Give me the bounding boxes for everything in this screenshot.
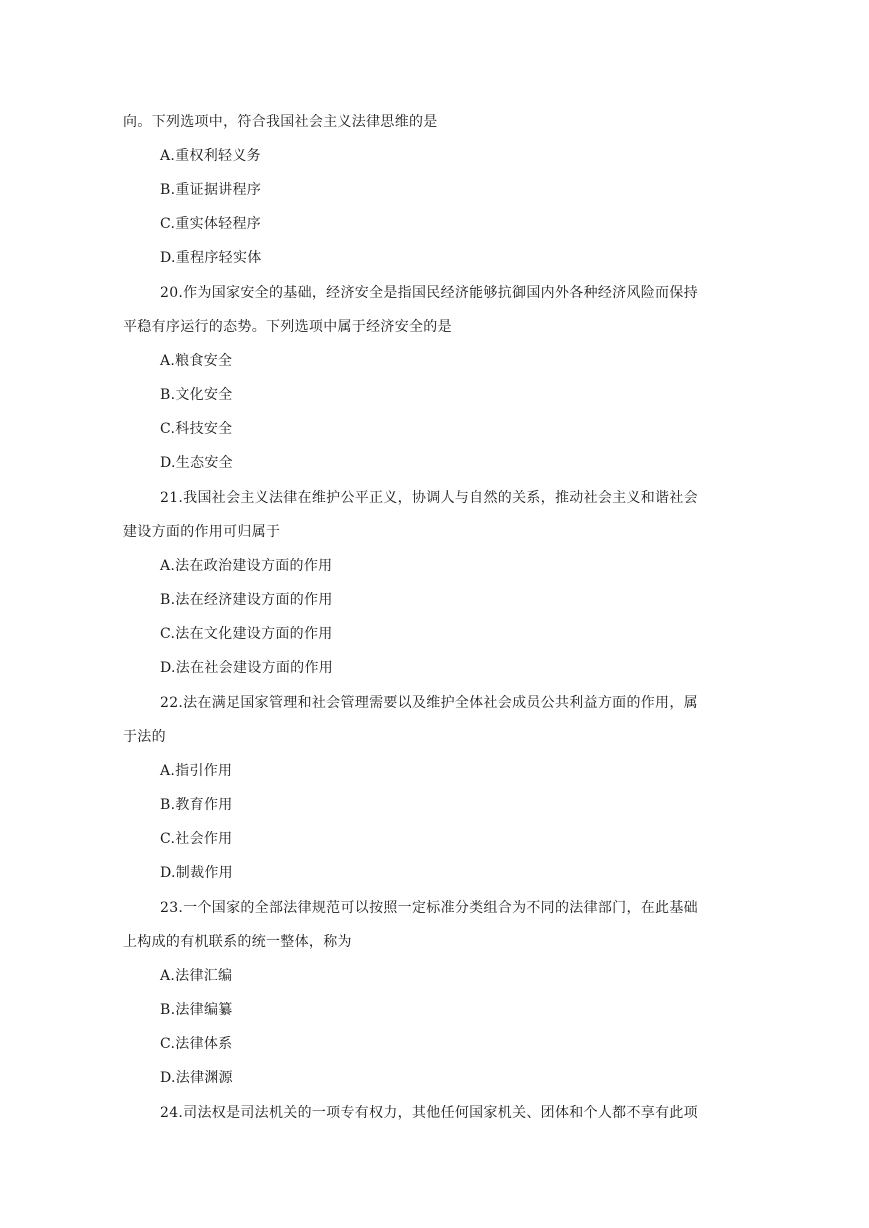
q22-option-c: C.社会作用	[160, 831, 233, 847]
q20-option-b: B.文化安全	[160, 387, 233, 403]
q19-option-d: D.重程序轻实体	[160, 250, 262, 266]
q19-option-c: C.重实体轻程序	[160, 216, 262, 232]
q20-option-a: A.粮食安全	[160, 353, 233, 369]
q22-option-d: D.制裁作用	[160, 865, 233, 881]
question-22-stem: 22.法在满足国家管理和社会管理需要以及维护全体社会成员公共利益方面的作用，属	[160, 695, 698, 711]
question-22-stem-continued: 于法的	[123, 729, 166, 745]
q22-option-b: B.教育作用	[160, 797, 233, 813]
q19-option-a: A.重权利轻义务	[160, 148, 261, 164]
question-23-stem: 23.一个国家的全部法律规范可以按照一定标准分类组合为不同的法律部门，在此基础	[160, 900, 698, 916]
question-19-stem-continued: 向。下列选项中，符合我国社会主义法律思维的是	[123, 114, 438, 130]
question-21-stem-continued: 建设方面的作用可归属于	[123, 524, 281, 540]
q20-option-c: C.科技安全	[160, 421, 233, 437]
question-21-stem: 21.我国社会主义法律在维护公平正义，协调人与自然的关系，推动社会主义和谐社会	[160, 490, 698, 506]
q20-option-d: D.生态安全	[160, 455, 233, 471]
q21-option-d: D.法在社会建设方面的作用	[160, 660, 334, 676]
question-24-stem: 24.司法权是司法机关的一项专有权力，其他任何国家机关、团体和个人都不享有此项	[160, 1105, 698, 1121]
q22-option-a: A.指引作用	[160, 763, 233, 779]
q21-option-c: C.法在文化建设方面的作用	[160, 626, 333, 642]
q23-option-c: C.法律体系	[160, 1036, 233, 1052]
question-23-stem-continued: 上构成的有机联系的统一整体，称为	[123, 934, 352, 950]
q23-option-d: D.法律渊源	[160, 1070, 233, 1086]
question-20-stem-continued: 平稳有序运行的态势。下列选项中属于经济安全的是	[123, 319, 452, 335]
q23-option-b: B.法律编纂	[160, 1002, 233, 1018]
question-20-stem: 20.作为国家安全的基础，经济安全是指国民经济能够抗御国内外各种经济风险而保持	[160, 285, 698, 301]
q21-option-a: A.法在政治建设方面的作用	[160, 558, 333, 574]
q21-option-b: B.法在经济建设方面的作用	[160, 592, 333, 608]
q19-option-b: B.重证据讲程序	[160, 182, 262, 198]
q23-option-a: A.法律汇编	[160, 968, 233, 984]
